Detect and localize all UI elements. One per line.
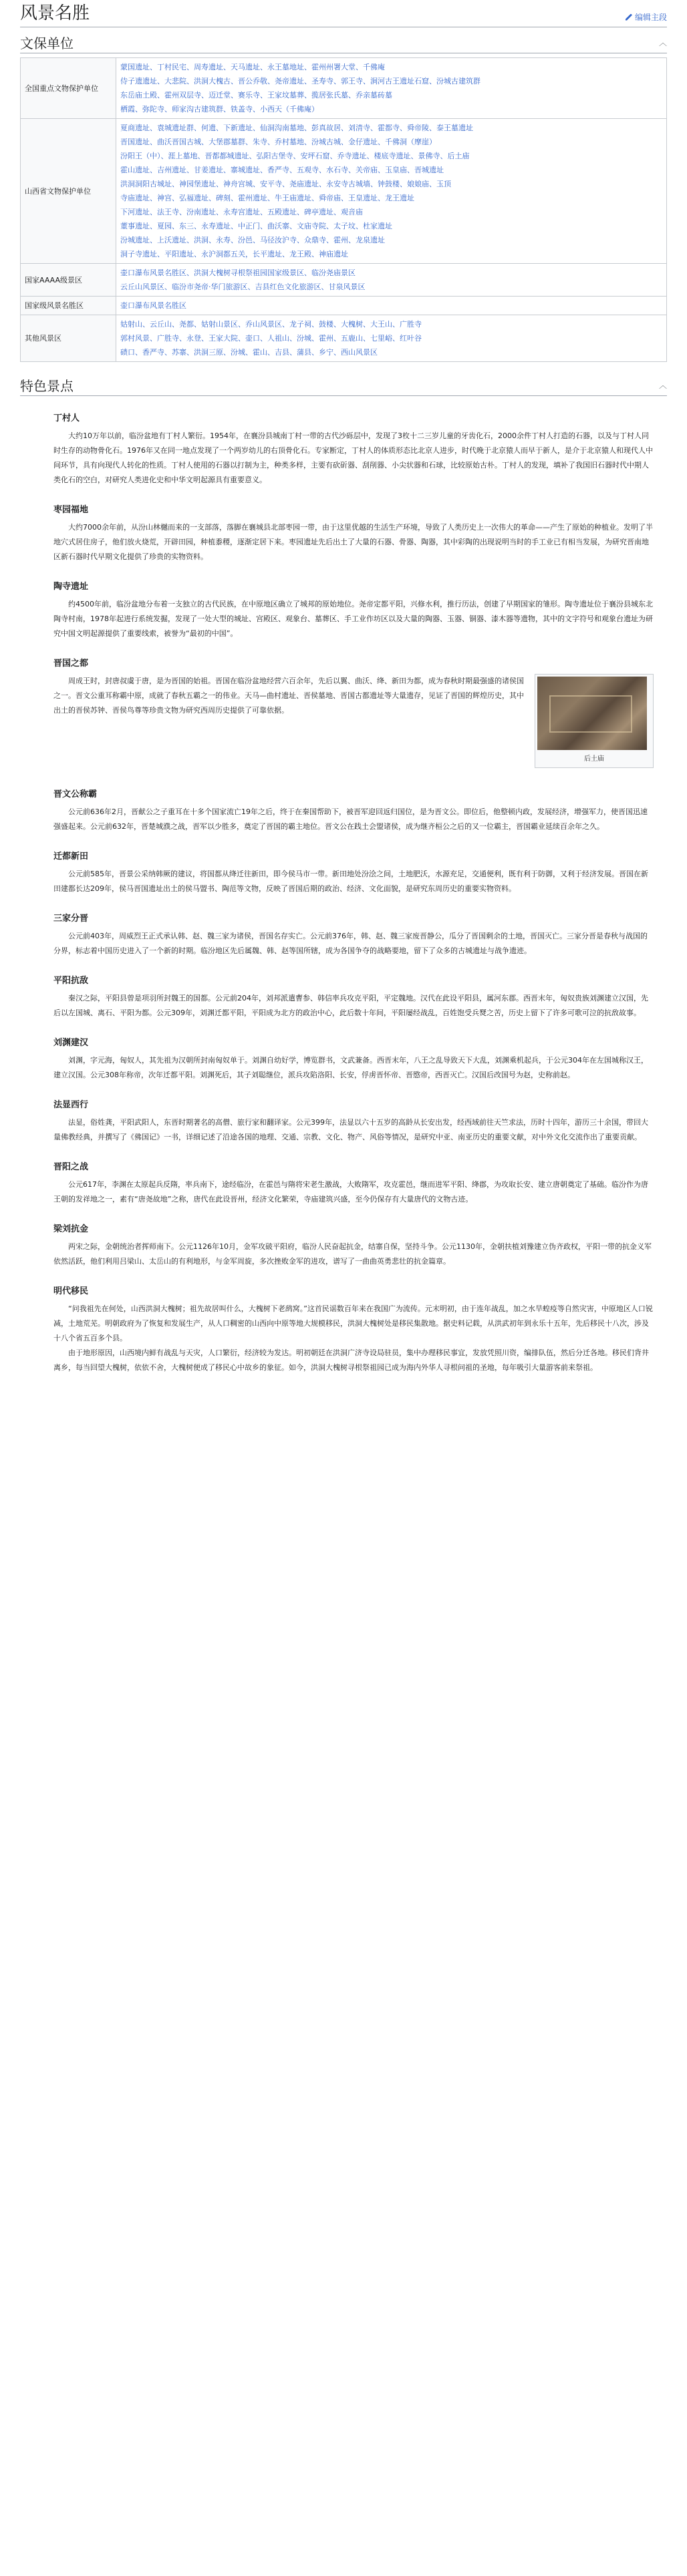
spot-paragraph: 公元前403年，周威烈王正式承认韩、赵、魏三家为诸侯，晋国名存实亡。公元前376年，韩、赵、魏三家废晋静公，瓜分了晋国剩余的土地，晋国灭亡。三家分晋是春秋与战国的分界，标志着中国历史进入了一个新的时期。临汾地区先后属魏、韩、赵等国所辖，成为各国争夺的战略要地，留下了众多的古城遗址与战争遗迹。 [53,932,648,955]
spot-paragraph: 周成王时，封唐叔虞于唐，是为晋国的始祖。晋国在临汾盆地经营六百余年，先后以翼、曲沃、绛、新田为都，成为春秋时期最强盛的诸侯国之一。晋文公重耳称霸中原，成就了春秋五霸之一的伟业。天马—曲村遗址、晋侯墓地、晋国古都遗址等大量遗存，见证了晋国的辉煌历史，其中出土的晋侯苏钟、晋侯鸟尊等珍贵文物为研究西周历史提供了可靠依据。 [53,677,524,715]
spot-title: 平阳抗敌 [53,976,89,986]
units-link-line[interactable]: 洞子寺遗址、平阳遗址、永沪洞都五关，长平遗址、龙王殿、神庙遗址 [120,250,348,258]
spot-title: 晋国之都 [53,659,89,669]
relic-photo[interactable] [537,677,647,750]
units-link-line[interactable]: 东岳庙土殿、霍州双层寺、迈迁堂、赛乐寺、王家坟墓葬、揽居张氏墓、乔亲墓砖墓 [120,91,392,100]
spot-title: 陶寺遗址 [53,582,89,592]
units-link-line[interactable]: 蒙国遗址、丁村民宅、周寿遗址、天马遗址、永王墓地址、霍州州署大堂、千佛庵 [120,63,385,71]
units-row [21,315,667,362]
units-link-line[interactable]: 洪洞洞阳古城址、神园堡遗址、神舟宫城、安平寺、尧庙遗址、永安寺古城墙、钟鼓楼、娘娘庙、玉顶 [120,180,451,188]
units-category: 国家级风景名胜区 [21,297,116,315]
spot-paragraph: “问我祖先在何处，山西洪洞大槐树；祖先故居叫什么，大槐树下老鸹窝。”这首民谣数百年来在我国广为流传。元末明初，由于连年战乱，加之水旱蝗疫等自然灾害，中原地区人口锐减，土地荒芜。明朝政府为了恢复和发展生产，从人口稠密的山西向中原等地大规模移民，洪洞大槐树处是移民集散地。据史料记载，从洪武初年到永乐十五年，先后移民十八次，涉及十八个省五百多个县。 [53,1304,653,1342]
units-link-line[interactable]: 董事遗址、夏园、东三、永寿遗址、中正门、曲沃寨、文庙寺院、太子坟、杜家遗址 [120,222,392,230]
units-row [21,58,667,119]
section-title-units: 文保单位 [20,35,74,51]
spot-paragraph: 由于地形原因，山西境内鲜有战乱与天灾，人口繁衍，经济较为发达。明初朝廷在洪洞广济寺设局驻员，集中办理移民事宜，发放凭照川资，编排队伍，然后分迁各地。移民们背井离乡，每当回望大槐树，依依不舍，大槐树便成了移民心中故乡的象征。如今，洪洞大槐树寻根祭祖园已成为海内外华人寻根问祖的圣地，每年吸引大量游客前来祭祖。 [53,1348,649,1372]
spot-title: 三家分晋 [53,914,89,924]
figure-caption: 后土庙 [584,755,604,763]
spot-paragraph: 刘渊，字元海，匈奴人，其先祖为汉朝所封南匈奴单于。刘渊自幼好学，博览群书，文武兼备。西晋末年，八王之乱导致天下大乱，刘渊乘机起兵，于公元304年在左国城称汉王，建立汉国。公元308年称帝，次年迁都平阳。刘渊死后，其子刘聪继位，派兵攻陷洛阳、长安，俘虏晋怀帝、晋愍帝，西晋灭亡。汉国后改国号为赵，史称前赵。 [53,1056,648,1079]
units-link-line[interactable]: 壶口瀑布风景名胜区 [120,301,186,310]
units-link-line[interactable]: 汾阳王（中）、涯上墓地、晋都都城遗址、弘阳古堡寺、安坪石窟、乔寺遗址、楼底寺遗址、景佛寺、后土庙 [120,152,470,160]
units-link-line[interactable]: 侍子遗遗址、大悲院、洪洞大槐古、晋公乔敬、尧帝遗址、圣寿寺、郭王寺、涧河古王遗址石窟、汾城古建筑群 [120,77,480,85]
spot-paragraph: 大约10万年以前，临汾盆地有丁村人繁衍。1954年，在襄汾县城南丁村一带的古代沙砾层中，发现了3枚十二三岁儿童的牙齿化石，2000余件丁村人打造的石器，以及与丁村人同时生存的动物骨化石。1976年又在同一地点发现了一个两岁幼儿的右顶骨化石。专家断定，丁村人的体质形态比北京人进步，时代晚于北京猿人而早于新人，是介于北京猿人和现代人中间环节，具有向现代人转化的性质。丁村人使用的石器以打制为主，种类多样，主要有砍斫器、刮削器、小尖状器和石球，比较原始古朴。丁村人的发现，填补了我国旧石器时代中期人类化石的空白，对研究人类进化史和中华文明起源具有重要意义。 [53,431,653,484]
units-category: 山西省文物保护单位 [21,119,116,264]
spot-title: 枣园福地 [53,505,89,515]
units-items [116,119,667,264]
spot-title: 迁都新田 [53,852,89,862]
units-link-line[interactable]: 郭村风景、广胜寺、永登、王家大院、壶口、人祖山、汾城、霍州、五鹿山、七里峪、红叶谷 [120,334,422,343]
chevron-up-icon[interactable]: ︿ [658,380,667,390]
units-table [20,57,667,362]
units-link-line[interactable]: 晋国遗址、曲沃晋国古城、大堡郡墓群、朱寺、乔村墓地、汾城古城、金仔遗址、千佛洞（摩崖） [120,138,436,146]
units-link-line[interactable]: 云丘山风景区、临汾市尧帝·华门旅游区、吉县红色文化旅游区、甘泉风景区 [120,283,366,291]
edit-section-link[interactable] [626,11,667,27]
units-link-line[interactable]: 夏商遗址、袁城遗址群、何遗、下新遗址、仙洞沟南墓地、彭真故居、刘清寺、霍都寺、舜帝陵、泰王墓遗址 [120,124,473,132]
page-title: 风景名胜 [20,3,90,23]
units-link-line[interactable]: 姑射山、云丘山、尧都、姑射山景区、乔山风景区、龙子祠、鼓楼、大槐树、大王山、广胜寺 [120,320,422,329]
spot-title: 梁刘抗金 [53,1224,89,1234]
units-category: 全国重点文物保护单位 [21,58,116,119]
spot-title: 丁村人 [53,413,80,423]
spot-paragraph: 两宋之际，金朝统治者挥师南下。公元1126年10月，金军攻破平阳府，临汾人民奋起抗金，结寨自保，坚持斗争。公元1130年，金朝扶植刘豫建立伪齐政权，平阳一带的抗金义军依然活跃，他们利用吕梁山、太岳山的有利地形，与金军周旋，多次挫败金军的进攻，谱写了一曲曲英勇悲壮的抗金篇章。 [53,1242,652,1266]
units-items [116,264,667,297]
units-category: 国家AAAA级景区 [21,264,116,297]
units-row [21,264,667,297]
spot-title: 刘渊建汉 [53,1038,89,1048]
edit-section-label[interactable]: 编辑主段 [634,13,667,22]
spot-paragraph: 大约7000余年前，从汾山林樾而来的一支部落，落脚在襄城县北部枣园一带，由于这里优越的生活生产环境，导致了人类历史上一次伟大的革命——产生了原始的种植业。发明了半地穴式居住房子，他们放火烧荒，开辟田园，种植黍稷，逐渐定居下来。枣园遗址先后出土了大量的石器、骨器、陶器，其中彩陶的出现说明当时的手工业已有相当发展，为研究晋南地区新石器时代早期文化提供了珍贵的实物资料。 [53,523,653,561]
units-category: 其他风景区 [21,315,116,362]
section-header-spots[interactable] [20,374,667,396]
units-link-line[interactable]: 霍山遗址、吉州遗址、甘姜遗址、寨城遗址、香严寺、五观寺、水石寺、关帝庙、玉皇庙、晋城遗址 [120,166,444,174]
spot-title: 明代移民 [53,1286,89,1296]
pencil-icon [626,14,632,21]
spots-section [20,411,667,1375]
section-title-spots: 特色景点 [20,377,74,394]
spot-title: 晋文公称霸 [53,789,98,799]
chevron-up-icon[interactable]: ︿ [658,37,667,47]
spot-title: 晋阳之战 [53,1162,89,1172]
section-header-units[interactable] [20,31,667,53]
units-items [116,297,667,315]
units-items [116,315,667,362]
units-link-line[interactable]: 下河遗址、法王寺、汾南遗址、永寿宫遗址、五殿遗址、碑亭遗址、观音庙 [120,208,363,216]
title-row [20,0,667,27]
units-row [21,119,667,264]
spot-title: 法显西行 [53,1100,89,1110]
units-link-line[interactable]: 栖霞、弥陀寺、师家沟古建筑群、铁盖寺、小西天（千佛庵） [120,105,319,114]
units-link-line[interactable]: 壶口瀑布风景名胜区、洪洞大槐树寻根祭祖园国家级景区、临汾尧庙景区 [120,268,356,277]
spot-paragraph: 秦汉之际，平阳县曾是项羽所封魏王的国都。公元前204年，刘邦派遣曹参、韩信率兵攻克平阳，平定魏地。汉代在此设平阳县，属河东郡。西晋末年，匈奴贵族刘渊建立汉国，先后以左国城、离石、平阳为都。公元309年，刘渊迁都平阳，平阳成为北方的政治中心，此后数十年间，平阳屡经战乱，百姓饱受兵燹之苦，历史上留下了许多可歌可泣的抗敌故事。 [53,994,648,1017]
units-link-line[interactable]: 碛口、香严寺、苏寨、洪洞三原、汾城、霍山、吉县、蒲县、乡宁、西山风景区 [120,348,378,357]
thumbnail-figure[interactable] [535,674,654,768]
spot-paragraph: 法显，俗姓龚，平阳武阳人，东晋时期著名的高僧、旅行家和翻译家。公元399年，法显以六十五岁的高龄从长安出发，经西域前往天竺求法，历时十四年，游历三十余国，带回大量佛教经典，并撰写了《佛国记》一书，详细记述了沿途各国的地理、交通、宗教、文化、物产、风俗等情况，是研究中亚、南亚历史的重要文献，对中外文化交流作出了重要贡献。 [53,1118,648,1141]
spot-paragraph: 约4500年前，临汾盆地分布着一支独立的古代民族，在中原地区确立了城邦的原始地位。尧帝定都平阳，兴修水利，推行历法，创建了早期国家的雏形。陶寺遗址位于襄汾县城东北陶寺村南，1978年起进行系统发掘，发现了一处大型的城址、宫殿区、观象台、墓葬区、手工业作坊区以及大量的陶器、玉器、铜器、漆木器等遗物，其中的文字符号和观象台遗址为研究中国文明起源提供了重要线索，被誉为“最初的中国”。 [53,600,653,638]
units-link-line[interactable]: 汾城遗址、上沃遗址、洪洞、永寿、汾邑、马径汝沪寺、众鼎寺、霍州、龙泉遗址 [120,236,385,244]
units-items [116,58,667,119]
units-row [21,297,667,315]
spot-paragraph: 公元617年，李渊在太原起兵反隋，率兵南下，途经临汾，在霍邑与隋将宋老生激战，大败隋军，攻克霍邑，继而进军平阳、绛郡，为攻取长安、建立唐朝奠定了基础。临汾作为唐王朝的发祥地之一，素有“唐尧故地”之称，唐代在此设晋州，经济文化繁荣，寺庙建筑兴盛，至今仍保存有大量唐代的文物古迹。 [53,1180,648,1204]
units-link-line[interactable]: 寺庙遗址、神宫、弘福遗址、碑刻、霍州遗址、牛王庙遗址、舜帝庙、王皇遗址、龙王遗址 [120,194,414,202]
spot-paragraph: 公元前585年，晋景公采纳韩厥的建议，将国都从绛迁往新田，即今侯马市一带。新田地处汾浍之间，土地肥沃，水源充足，交通便利，既有利于防御，又利于经济发展。晋国在新田建都长达209年，侯马晋国遗址出土的侯马盟书、陶范等文物，反映了晋国后期的政治、经济、文化面貌，是研究东周历史的重要实物资料。 [53,870,648,893]
spot-paragraph: 公元前636年2月，晋献公之子重耳在十多个国家流亡19年之后，终于在秦国帮助下，被晋军迎回返归国位，是为晋文公。即位后，他整顿内政，发展经济，增强军力，使晋国迅速强盛起来。公元前632年，晋楚城濮之战，晋军以少胜多，奠定了晋国的霸主地位。晋文公在践土会盟诸侯，成为继齐桓公之后的又一位霸主，晋国霸业延续百余年之久。 [53,807,648,831]
